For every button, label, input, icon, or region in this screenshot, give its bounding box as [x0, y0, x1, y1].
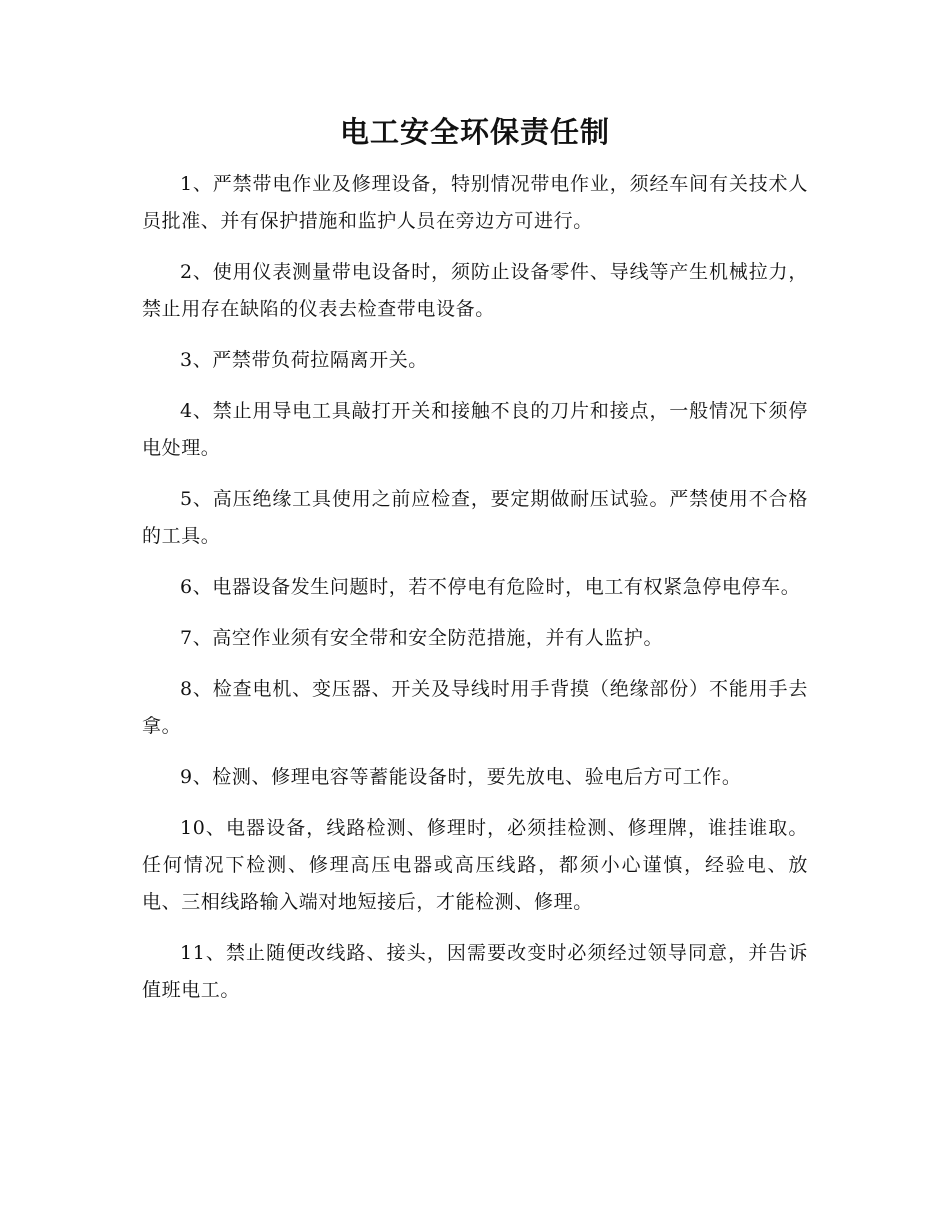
paragraph-9: 9、检测、修理电容等蓄能设备时，要先放电、验电后方可工作。: [180, 766, 742, 788]
document-title: 电工安全环保责任制: [339, 115, 610, 149]
paragraph-8: 8、检查电机、变压器、开关及导线时用手背摸（绝缘部份）不能用手去拿。: [142, 678, 808, 737]
paragraph-3: 3、严禁带负荷拉隔离开关。: [180, 349, 428, 371]
paragraph-4: 4、禁止用导电工具敲打开关和接触不良的刀片和接点，一般情况下须停电处理。: [142, 400, 808, 459]
paragraph-10: 10、电器设备，线路检测、修理时，必须挂检测、修理牌，谁挂谁取。任何情况下检测、修理高压电器或高压线路，都须小心谨慎，经验电、放电、三相线路输入端对地短接后，才能检测、修理。: [142, 817, 808, 913]
paragraph-2: 2、使用仪表测量带电设备时，须防止设备零件、导线等产生机械拉力，禁止用存在缺陷的仪表去检查带电设备。: [142, 261, 808, 320]
document-body: [142, 166, 808, 1023]
paragraph-6: 6、电器设备发生问题时，若不停电有危险时，电工有权紧急停电停车。: [180, 576, 801, 598]
paragraph-11: 11、禁止随便改线路、接头，因需要改变时必须经过领导同意，并告诉值班电工。: [142, 942, 808, 1001]
paragraph-1: 1、严禁带电作业及修理设备，特别情况带电作业，须经车间有关技术人员批准、并有保护措施和监护人员在旁边方可进行。: [142, 173, 808, 232]
paragraph-7: 7、高空作业须有安全带和安全防范措施，并有人监护。: [180, 627, 664, 649]
paragraph-5: 5、高压绝缘工具使用之前应检查，要定期做耐压试验。严禁使用不合格的工具。: [142, 488, 808, 547]
